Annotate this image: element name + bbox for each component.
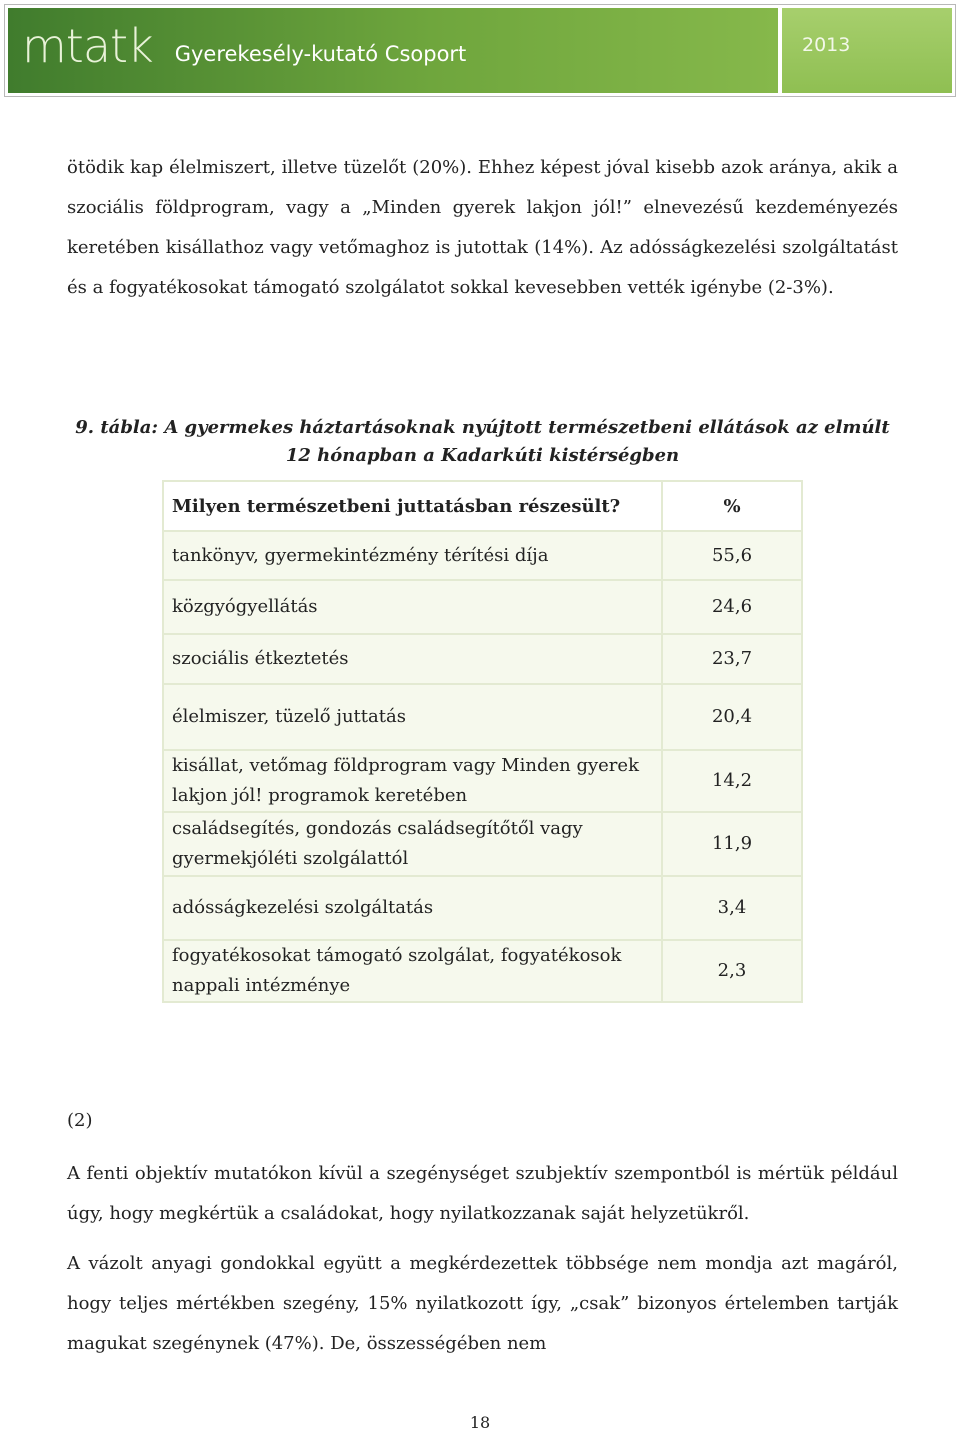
row-value: 11,9 xyxy=(662,812,802,876)
row-value: 24,6 xyxy=(662,580,802,634)
row-label: tankönyv, gyermekintézmény térítési díja xyxy=(163,531,662,580)
mtatk-logo: mtatk xyxy=(22,18,153,73)
page-number: 18 xyxy=(469,1413,491,1432)
row-value: 20,4 xyxy=(662,684,802,750)
row-label: kisállat, vetőmag földprogram vagy Minden gyerek lakjon jól! programok keretében xyxy=(163,750,662,812)
table-row xyxy=(163,580,802,634)
intro-paragraph: ötödik kap élelmiszert, illetve tüzelőt (20%). Ehhez képest jóval kisebb azok aránya, akik a szociális földprogram, vagy a „Minden gyerek lakjon jól!” elnevezésű kezdeményezés keretében kisállathoz vagy vetőmaghoz is jutottak (14%). Az adósságkezelési szolgáltatást és a fogyatékosokat támogató szolgálatot sokkal kevesebben vették igénybe (2-3%). xyxy=(67,157,898,298)
table-row xyxy=(163,750,802,812)
table-title: 9. tábla: A gyermekes háztartásoknak nyújtott természetbeni ellátások az elmúlt 12 hónapban a Kadarkúti kistérségben xyxy=(75,417,890,466)
body-paragraph: A vázolt anyagi gondokkal együtt a megkérdezettek többsége nem mondja azt magáról, hogy teljes mértékben szegény, 15% nyilatkozott így, „csak” bizonyos értelemben tartják magukat szegénynek (47%). De, összességében nem xyxy=(67,1253,898,1354)
row-label: adósságkezelési szolgáltatás xyxy=(163,876,662,940)
row-label: fogyatékosokat támogató szolgálat, fogyatékosok nappali intézménye xyxy=(163,940,662,1002)
body-paragraph: A fenti objektív mutatókon kívül a szegénységet szubjektív szempontból is mértük például úgy, hogy megkértük a családokat, hogy nyilatkozzanak saját helyzetükről. xyxy=(67,1163,898,1224)
year-label: 2013 xyxy=(802,34,851,56)
benefits-table xyxy=(162,480,803,1003)
table-header-row xyxy=(163,481,802,531)
table-row xyxy=(163,684,802,750)
row-value: 2,3 xyxy=(662,940,802,1002)
header-banner xyxy=(4,4,956,97)
table-row xyxy=(163,876,802,940)
table-row xyxy=(163,531,802,580)
header-percent: % xyxy=(662,481,802,531)
row-value: 23,7 xyxy=(662,634,802,684)
row-label: szociális étkeztetés xyxy=(163,634,662,684)
section-marker: (2) xyxy=(67,1110,93,1131)
header-question: Milyen természetbeni juttatásban részesült? xyxy=(163,481,662,531)
group-name: Gyerekesély-kutató Csoport xyxy=(174,41,467,66)
table-row xyxy=(163,812,802,876)
row-value: 14,2 xyxy=(662,750,802,812)
banner-main-area xyxy=(8,8,778,93)
row-value: 55,6 xyxy=(662,531,802,580)
row-label: családsegítés, gondozás családsegítőtől vagy gyermekjóléti szolgálattól xyxy=(163,812,662,876)
row-label: élelmiszer, tüzelő juttatás xyxy=(163,684,662,750)
table-row xyxy=(163,634,802,684)
row-value: 3,4 xyxy=(662,876,802,940)
banner-background xyxy=(8,8,952,93)
table-row xyxy=(163,940,802,1002)
row-label: közgyógyellátás xyxy=(163,580,662,634)
